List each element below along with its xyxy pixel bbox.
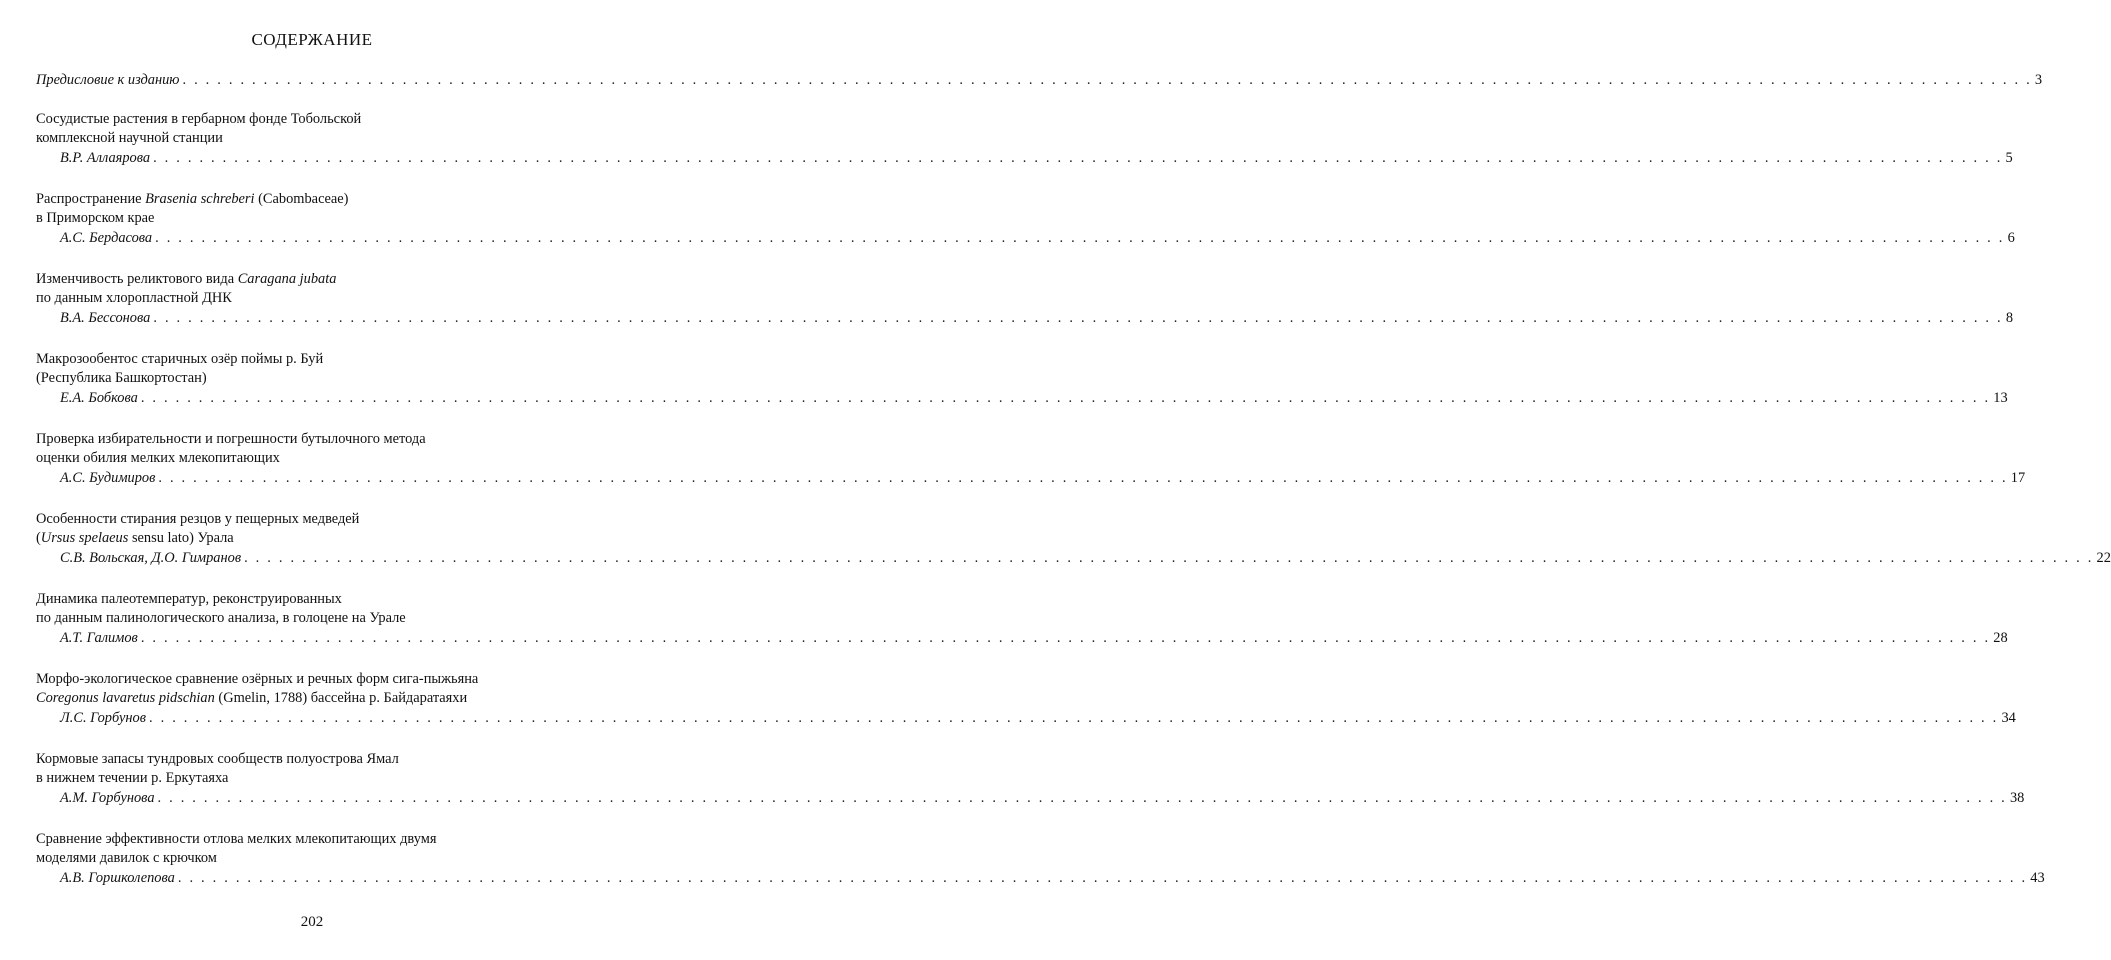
toc-entry-author: В.Р. Аллаярова bbox=[60, 150, 151, 166]
title-segment: Сосудистые растения в гербарном фонде Тобольской bbox=[36, 111, 362, 127]
title-segment: Сравнение эффективности отлова мелких млекопитающих двумя bbox=[36, 831, 437, 847]
toc-entry-page: 34 bbox=[2001, 710, 2016, 726]
leader-dots: . . . . . . . . . . . . . . . . . . . . . . . . . . . . . . . . . . . . . . . . . . . . . . . . . . . . . . . . . . . . . . . . . . . . . . . . . . . . . . . . . . . . . . . . . . . . . . . . . . . . . . . . . . . . . . . . . . . . . . . . . . . . . . . . . . . . . . . . . . . . . . . . . . . . . . . . . . . . . . . . bbox=[149, 710, 1999, 726]
title-segment: Макрозообентос старичных озёр поймы р. Буй bbox=[36, 351, 324, 367]
title-segment: по данным хлоропластной ДНК bbox=[36, 290, 232, 306]
title-segment: (Республика Башкортостан) bbox=[36, 370, 207, 386]
toc-entry-title-line bbox=[36, 830, 588, 849]
toc-entry-author: А.М. Горбунова bbox=[60, 790, 155, 806]
toc-entry bbox=[36, 750, 2025, 808]
toc-entry-title-line bbox=[36, 270, 588, 289]
toc-entry-page: 38 bbox=[2009, 790, 2025, 806]
toc-entry-page: 28 bbox=[1993, 630, 2008, 646]
toc-entry bbox=[36, 830, 2045, 888]
title-segment: Изменчивость реликтового вида bbox=[36, 271, 238, 287]
title-segment: Кормовые запасы тундровых сообществ полуострова Ямал bbox=[36, 751, 399, 767]
leader-dots: . . . . . . . . . . . . . . . . . . . . . . . . . . . . . . . . . . . . . . . . . . . . . . . . . . . . . . . . . . . . . . . . . . . . . . . . . . . . . . . . . . . . . . . . . . . . . . . . . . . . . . . . . . . . . . . . . . . . . . . . . . . . . . . . . . . . . . . . . . . . . . . . . . . . . . . . . . . . . . . . bbox=[182, 72, 2032, 88]
toc-entry bbox=[36, 510, 2111, 568]
contents-heading: СОДЕРЖАНИЕ bbox=[251, 30, 373, 49]
toc-entry-leader bbox=[36, 228, 2015, 248]
leader-dots: . . . . . . . . . . . . . . . . . . . . . . . . . . . . . . . . . . . . . . . . . . . . . . . . . . . . . . . . . . . . . . . . . . . . . . . . . . . . . . . . . . . . . . . . . . . . . . . . . . . . . . . . . . . . . . . . . . . . . . . . . . . . . . . . . . . . . . . . . . . . . . . . . . . . . . . . . . . . . . . . bbox=[153, 310, 2003, 326]
title-segment: sensu lato) Урала bbox=[128, 530, 234, 546]
toc-entry bbox=[36, 590, 2008, 648]
toc-entry-title-line bbox=[36, 689, 588, 708]
toc-entry-author: Предисловие к изданию bbox=[36, 72, 180, 88]
leader-dots: . . . . . . . . . . . . . . . . . . . . . . . . . . . . . . . . . . . . . . . . . . . . . . . . . . . . . . . . . . . . . . . . . . . . . . . . . . . . . . . . . . . . . . . . . . . . . . . . . . . . . . . . . . . . . . . . . . . . . . . . . . . . . . . . . . . . . . . . . . . . . . . . . . . . . . . . . . . . . . . . bbox=[140, 630, 1991, 646]
toc-entry-title-line bbox=[36, 110, 588, 129]
title-segment: Ursus spelaeus bbox=[40, 530, 129, 546]
toc-entry bbox=[36, 70, 2043, 90]
toc-entry-author: А.С. Будимиров bbox=[60, 470, 156, 486]
toc-entry-title-line bbox=[36, 609, 588, 628]
toc-entry-leader bbox=[36, 548, 2111, 568]
toc-entry-title-line bbox=[36, 209, 588, 228]
title-segment: Caragana jubata bbox=[237, 271, 337, 287]
toc-entry-leader bbox=[36, 148, 2013, 168]
leader-dots: . . . . . . . . . . . . . . . . . . . . . . . . . . . . . . . . . . . . . . . . . . . . . . . . . . . . . . . . . . . . . . . . . . . . . . . . . . . . . . . . . . . . . . . . . . . . . . . . . . . . . . . . . . . . . . . . . . . . . . . . . . . . . . . . . . . . . . . . . . . . . . . . . . . . . . . . . . . . . . . . bbox=[155, 230, 2005, 246]
title-segment: (Gmelin, 1788) бассейна р. Байдаратаяхи bbox=[214, 690, 468, 706]
leader-dots: . . . . . . . . . . . . . . . . . . . . . . . . . . . . . . . . . . . . . . . . . . . . . . . . . . . . . . . . . . . . . . . . . . . . . . . . . . . . . . . . . . . . . . . . . . . . . . . . . . . . . . . . . . . . . . . . . . . . . . . . . . . . . . . . . . . . . . . . . . . . . . . . . . . . . . . . . . . . . . . . bbox=[140, 390, 1991, 406]
title-segment: Динамика палеотемператур, реконструированных bbox=[36, 591, 342, 607]
toc-entry-title-line bbox=[36, 190, 588, 209]
toc-entry-page: 13 bbox=[1993, 390, 2008, 406]
toc-entry-title-line bbox=[36, 350, 588, 369]
toc-entry-leader bbox=[36, 708, 2016, 728]
toc-entry-leader bbox=[36, 388, 2008, 408]
toc-entry-title-line bbox=[36, 369, 588, 388]
toc-entry-page: 3 bbox=[2034, 72, 2043, 88]
title-segment: по данным палинологического анализа, в голоцене на Урале bbox=[36, 610, 406, 626]
toc-entry-page: 5 bbox=[2005, 150, 2013, 166]
toc-entry-title-line bbox=[36, 449, 588, 468]
toc-entry-leader bbox=[36, 468, 2026, 488]
title-segment: оценки обилия мелких млекопитающих bbox=[36, 450, 280, 466]
toc-entry-page: 6 bbox=[2007, 230, 2015, 246]
title-segment: (Cabombaceae) bbox=[254, 191, 349, 207]
toc-entry-page: 43 bbox=[2030, 870, 2045, 886]
toc-entry-author: С.В. Вольская, Д.О. Гимранов bbox=[60, 550, 242, 566]
leader-dots: . . . . . . . . . . . . . . . . . . . . . . . . . . . . . . . . . . . . . . . . . . . . . . . . . . . . . . . . . . . . . . . . . . . . . . . . . . . . . . . . . . . . . . . . . . . . . . . . . . . . . . . . . . . . . . . . . . . . . . . . . . . . . . . . . . . . . . . . . . . . . . . . . . . . . . . . . . . . . . . . bbox=[244, 550, 2094, 566]
toc-entry-author: Л.С. Горбунов bbox=[60, 710, 146, 726]
toc-entry-author: А.С. Бердасова bbox=[60, 230, 153, 246]
title-segment: Coregonus lavaretus pidschian bbox=[36, 690, 215, 706]
toc-entry-title-line bbox=[36, 590, 588, 609]
title-segment: Распространение bbox=[36, 191, 146, 207]
title-segment: комплексной научной станции bbox=[36, 130, 223, 146]
toc-entry-title-line bbox=[36, 849, 588, 868]
toc-entry-title-line bbox=[36, 129, 588, 148]
leader-dots: . . . . . . . . . . . . . . . . . . . . . . . . . . . . . . . . . . . . . . . . . . . . . . . . . . . . . . . . . . . . . . . . . . . . . . . . . . . . . . . . . . . . . . . . . . . . . . . . . . . . . . . . . . . . . . . . . . . . . . . . . . . . . . . . . . . . . . . . . . . . . . . . . . . . . . . . . . . . . . . . bbox=[157, 790, 2007, 806]
toc-entry-leader bbox=[36, 308, 2014, 328]
toc-entry-title-line bbox=[36, 510, 588, 529]
toc-entry-author: В.А. Бессонова bbox=[60, 310, 151, 326]
toc-entry-leader bbox=[36, 868, 2045, 888]
leader-dots: . . . . . . . . . . . . . . . . . . . . . . . . . . . . . . . . . . . . . . . . . . . . . . . . . . . . . . . . . . . . . . . . . . . . . . . . . . . . . . . . . . . . . . . . . . . . . . . . . . . . . . . . . . . . . . . . . . . . . . . . . . . . . . . . . . . . . . . . . . . . . . . . . . . . . . . . . . . . . . . . bbox=[158, 470, 2008, 486]
toc-entry bbox=[36, 350, 2008, 408]
toc-entry-title-line bbox=[36, 430, 588, 449]
toc-entry-author: А.В. Горшколепова bbox=[60, 870, 175, 886]
title-segment: в нижнем течении р. Еркутаяха bbox=[36, 770, 229, 786]
toc-entry bbox=[36, 190, 2015, 248]
toc-entry-title-line bbox=[36, 529, 588, 548]
leader-dots: . . . . . . . . . . . . . . . . . . . . . . . . . . . . . . . . . . . . . . . . . . . . . . . . . . . . . . . . . . . . . . . . . . . . . . . . . . . . . . . . . . . . . . . . . . . . . . . . . . . . . . . . . . . . . . . . . . . . . . . . . . . . . . . . . . . . . . . . . . . . . . . . . . . . . . . . . . . . . . . . bbox=[153, 150, 2003, 166]
toc-entry-leader bbox=[36, 628, 2008, 648]
title-segment: Особенности стирания резцов у пещерных медведей bbox=[36, 511, 360, 527]
toc-entry-author: А.Т. Галимов bbox=[60, 630, 138, 646]
title-segment: Brasenia schreberi bbox=[145, 191, 255, 207]
title-segment: Проверка избирательности и погрешности бутылочного метода bbox=[36, 431, 426, 447]
toc-entry-title-line bbox=[36, 750, 588, 769]
title-segment: в Приморском крае bbox=[36, 210, 155, 226]
title-segment: моделями давилок с крючком bbox=[36, 850, 217, 866]
toc-entry-title-line bbox=[36, 289, 588, 308]
toc-entry bbox=[36, 430, 2026, 488]
toc-entry-page: 17 bbox=[2010, 470, 2026, 486]
title-segment: ( bbox=[36, 530, 41, 546]
toc-entry-leader bbox=[36, 788, 2025, 808]
toc-entry-leader bbox=[36, 70, 2043, 90]
toc-entry bbox=[36, 270, 2014, 328]
title-segment: Морфо-экологическое сравнение озёрных и речных форм сига-пыжьяна bbox=[36, 671, 479, 687]
toc-entry-page: 22 bbox=[2096, 550, 2111, 566]
toc-entry-page: 8 bbox=[2005, 310, 2014, 326]
page-number: 202 bbox=[300, 914, 324, 930]
leader-dots: . . . . . . . . . . . . . . . . . . . . . . . . . . . . . . . . . . . . . . . . . . . . . . . . . . . . . . . . . . . . . . . . . . . . . . . . . . . . . . . . . . . . . . . . . . . . . . . . . . . . . . . . . . . . . . . . . . . . . . . . . . . . . . . . . . . . . . . . . . . . . . . . . . . . . . . . . . . . . . . . bbox=[177, 870, 2028, 886]
toc-entry bbox=[36, 110, 2013, 168]
toc-entry-author: Е.А. Бобкова bbox=[60, 390, 138, 406]
toc-entry-title-line bbox=[36, 670, 588, 689]
toc-entry bbox=[36, 670, 2016, 728]
toc-entry-title-line bbox=[36, 769, 588, 788]
